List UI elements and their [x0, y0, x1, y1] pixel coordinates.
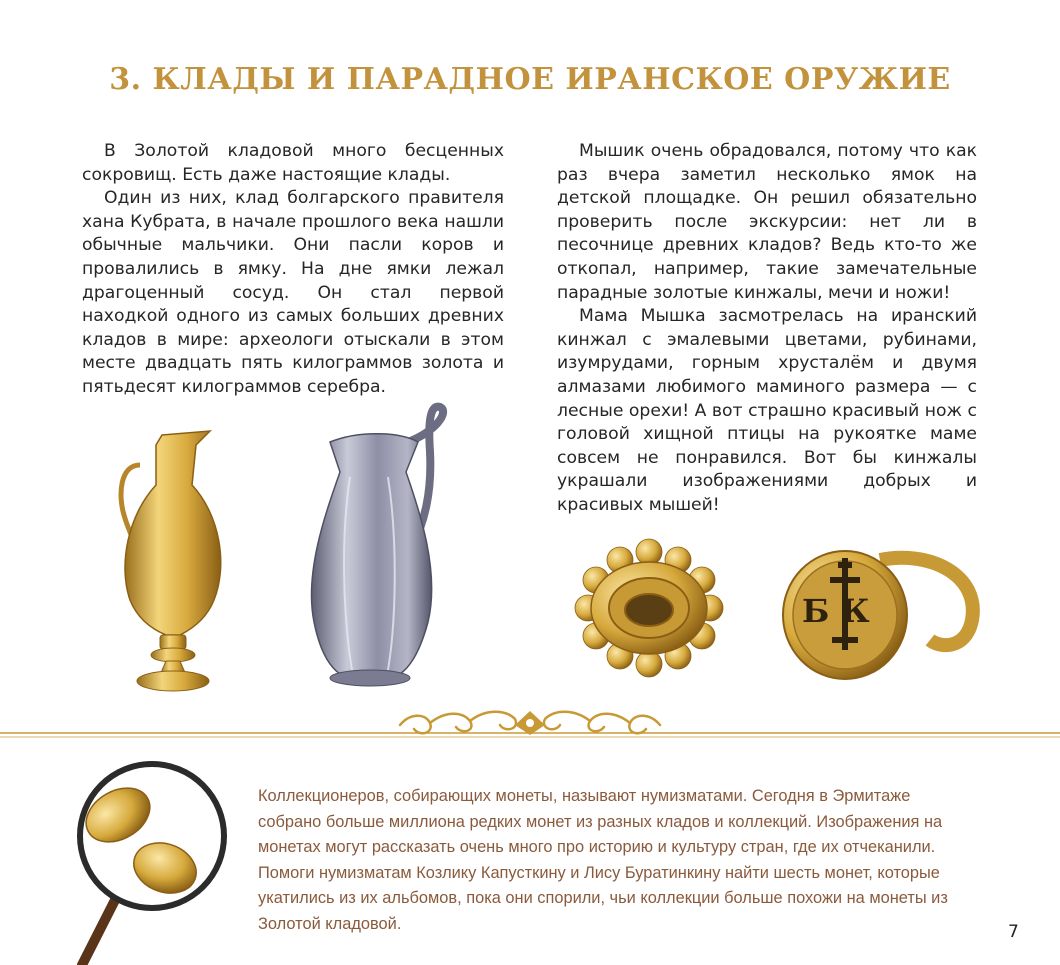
right-paragraph: Мама Мышка засмотрелась на иранский кинжал с эмалевыми цветами, рубинами, изумрудами, горным хрусталём и двумя алмазами любимого маминого размера — с лесные орехи! А вот страшно красивый нож с головой хищной птицы на рукоятке маме совсем не понравился. Вот бы кинжалы украшали изображениями добрых и красивых мышей!: [557, 306, 977, 515]
left-text-column: [82, 140, 504, 400]
ornament-divider-icon: [0, 705, 1060, 745]
left-paragraph: Один из них, клад болгарского правителя хана Кубрата, в начале прошлого века нашли обычные мальчики. Они пасли коров и провалились в ямку. На дне ямки лежал драгоценный сосуд. Он стал первой находкой одного из самых больших древних кладов в мире: археологи отыскали в этом месте двадцать пять килограммов золота и пятьдесят килограммов серебра.: [82, 188, 504, 397]
ring-monogram: Б К: [802, 592, 870, 630]
gold-brooch-icon: [568, 538, 730, 678]
numismatics-note: Коллекционеров, собирающих монеты, называют нумизматами. Сегодня в Эрмитаже собрано больше миллиона редких монет из разных кладов и коллекций. Изображения на монетах могут рассказать очень много про историю и культуру стран, где их отчеканили. Помоги нумизматам Козлику Капусткину и Лису Буратинкину найти шесть монет, которые укатились из их альбомов, пока они спорили, чьи коллекции больше похожи на монеты из Золотой кладовой.: [258, 787, 948, 933]
right-text-column: [557, 140, 977, 518]
silver-jug-icon: [300, 402, 460, 692]
page-title: 3. КЛАДЫ И ПАРАДНОЕ ИРАНСКОЕ ОРУЖИЕ: [109, 62, 951, 97]
right-paragraph: Мышик очень обрадовался, потому что как раз вчера заметил несколько ямок на детской площадке. Он решил обязательно проверить после экскурсии: нет ли в песочнице древних кладов? Ведь кто-то же откопал, например, такие замечательные парадные золотые кинжалы, мечи и ножи!: [557, 141, 977, 303]
gold-ring-icon: [780, 530, 980, 690]
left-paragraph: В Золотой кладовой много бесценных сокровищ. Есть даже настоящие клады.: [82, 141, 504, 185]
gold-jug-icon: [110, 425, 235, 695]
page-number: 7: [1008, 922, 1019, 942]
magnifier-icon: [70, 760, 240, 965]
